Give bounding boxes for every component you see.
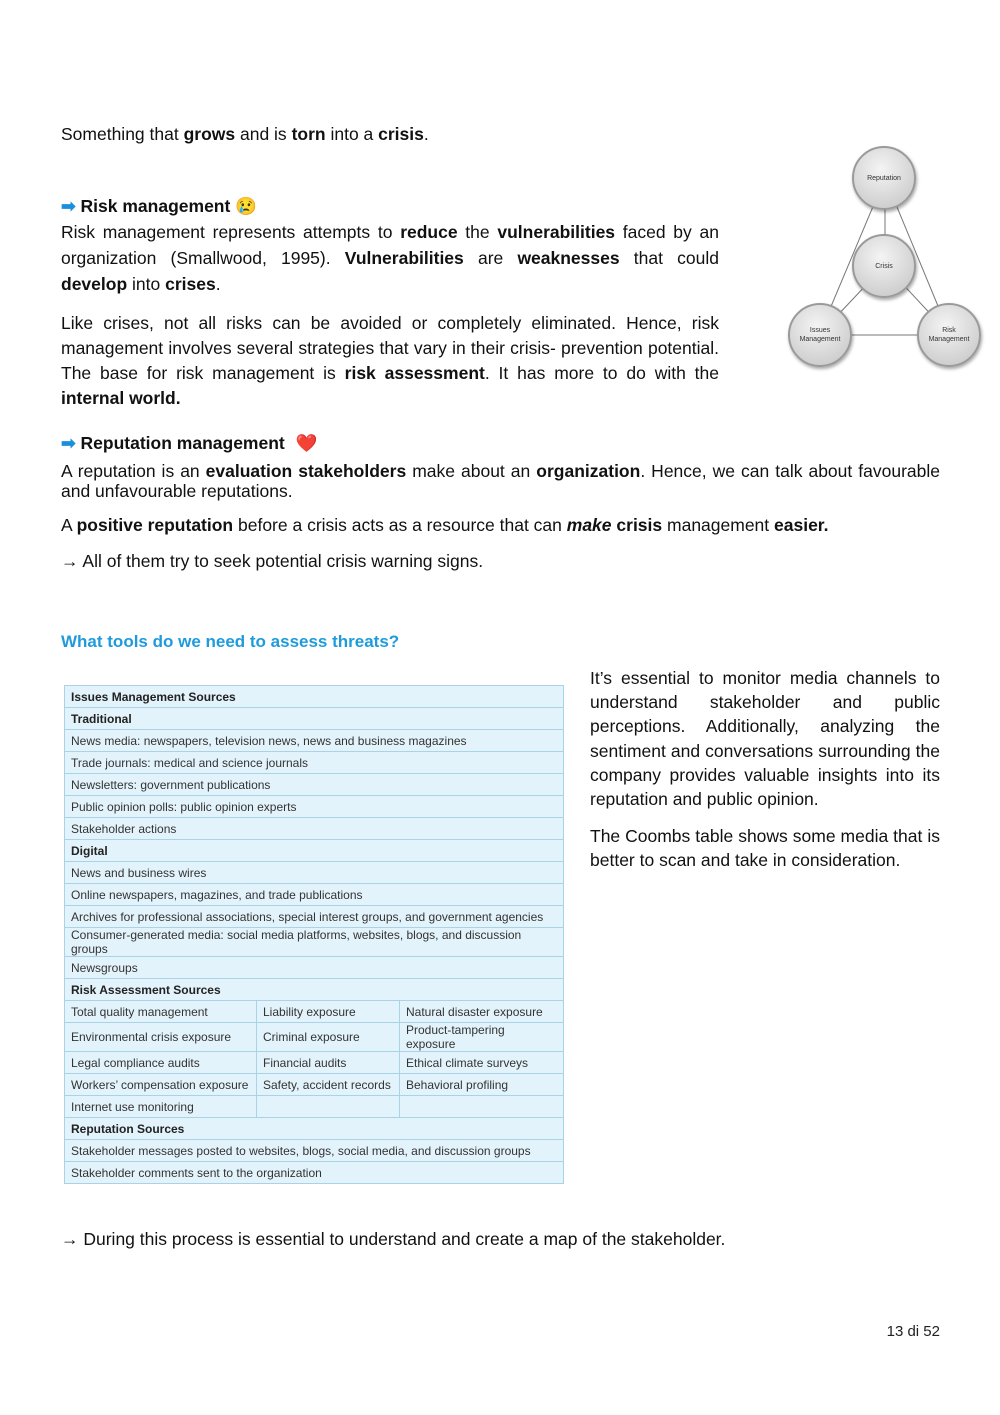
bold-text: weaknesses (517, 248, 620, 268)
table-row: News and business wires (65, 862, 564, 884)
text: into (127, 274, 166, 294)
heart-icon: ❤️ (295, 433, 318, 453)
table-row: Online newspapers, magazines, and trade publications (65, 884, 564, 906)
reputation-heading-text: Reputation management (80, 433, 285, 453)
table-cell: Criminal exposure (257, 1023, 400, 1052)
reputation-paragraph-2 (61, 515, 940, 536)
reputation-heading (61, 433, 317, 454)
tools-paragraph-1: It’s essential to monitor media channels to understand stakeholder and public perceptions. Additionally, analyzing the sentiment and conversations surrounding the company provides valuable insights into its reputation and public opinion. (590, 668, 940, 810)
intro-text: Something that (61, 124, 184, 144)
table-header-risk: Risk Assessment Sources (65, 979, 564, 1001)
intro-bold-crisis: crisis (378, 124, 424, 144)
text: Risk management represents attempts to (61, 222, 401, 242)
table-cell: Financial audits (257, 1052, 400, 1074)
text: . (215, 274, 221, 294)
text: are (463, 248, 518, 268)
table-cell (400, 1096, 564, 1118)
node-label: Issues Management (799, 327, 841, 343)
crying-face-icon: 😢 (235, 196, 257, 216)
risk-management-node (917, 303, 981, 367)
intro-text: and is (235, 124, 292, 144)
risk-paragraph-1 (61, 219, 719, 297)
table-row: Consumer-generated media: social media platforms, websites, blogs, and discussion groups (65, 928, 564, 957)
table-cell: Behavioral profiling (400, 1074, 564, 1096)
table-row: Stakeholder actions (65, 818, 564, 840)
table-cell: Natural disaster exposure (400, 1001, 564, 1023)
text: . Hence, we can talk about favourable and unfavourable reputations. (61, 461, 940, 501)
coombs-sources-table (64, 685, 564, 1184)
bold-italic-text: make (566, 515, 612, 535)
intro-line (61, 124, 429, 145)
table-cell: Legal compliance audits (65, 1052, 257, 1074)
crisis-node (852, 234, 916, 298)
bold-text: internal world. (61, 388, 181, 408)
node-label: Reputation (867, 174, 901, 182)
table-row: Trade journals: medical and science journals (65, 752, 564, 774)
crisis-triangle-diagram (785, 145, 985, 375)
table-cell: Ethical climate surveys (400, 1052, 564, 1074)
table-cell: Internet use monitoring (65, 1096, 257, 1118)
risk-heading-text: Risk management (80, 196, 231, 216)
intro-bold-grows: grows (183, 124, 236, 144)
table-row: Archives for professional associations, special interest groups, and government agencies (65, 906, 564, 928)
table-subheader-digital: Digital (65, 840, 564, 862)
text: faced by an organization (Smallwood, 1995). (61, 222, 719, 268)
intro-text: . (423, 124, 429, 144)
table-cell: Product-tampering exposure (400, 1023, 564, 1052)
table-cell: Liability exposure (257, 1001, 400, 1023)
node-label: Crisis (875, 262, 893, 270)
bold-text: develop (61, 274, 128, 294)
arrow-right-icon: ➡ (61, 433, 76, 453)
text: that could (619, 248, 719, 268)
table-row: Stakeholder messages posted to websites, blogs, social media, and discussion groups (65, 1140, 564, 1162)
bold-text: crises (165, 274, 216, 294)
bold-text: risk assessment (344, 363, 485, 383)
page-number: 13 di 52 (886, 1323, 940, 1340)
table-cell: Environmental crisis exposure (65, 1023, 257, 1052)
bold-text: evaluation stakeholders (205, 461, 407, 481)
bold-text: organization (536, 461, 641, 481)
table-header-reputation: Reputation Sources (65, 1118, 564, 1140)
bold-text: positive reputation (76, 515, 234, 535)
text: management (662, 515, 775, 535)
table-cell: Total quality management (65, 1001, 257, 1023)
table-cell (257, 1096, 400, 1118)
reputation-paragraph-1 (61, 461, 940, 501)
issues-management-node (788, 303, 852, 367)
table-row: Public opinion polls: public opinion experts (65, 796, 564, 818)
table-row: News media: newspapers, television news, news and business magazines (65, 730, 564, 752)
reputation-node (852, 146, 916, 210)
text: make about an (406, 461, 537, 481)
bold-text: crisis (616, 515, 663, 535)
bold-text: vulnerabilities (497, 222, 616, 242)
intro-text: into a (325, 124, 379, 144)
arrow-right-icon: ➡ (61, 196, 76, 216)
text: . It has more to do with the (484, 363, 719, 383)
table-header-issues: Issues Management Sources (65, 686, 564, 708)
risk-paragraph-2 (61, 311, 719, 411)
tools-question-title: What tools do we need to assess threats? (61, 632, 400, 651)
text: before a crisis acts as a resource that can (233, 515, 567, 535)
node-label: Risk Management (928, 327, 970, 343)
table-row: Newsletters: government publications (65, 774, 564, 796)
text: A reputation is an (61, 461, 206, 481)
table-row: Stakeholder comments sent to the organization (65, 1162, 564, 1184)
risk-heading (61, 196, 257, 217)
tools-paragraph-2: The Coombs table shows some media that is better to scan and take in consideration. (590, 826, 940, 871)
text: A (61, 515, 77, 535)
bold-text: easier. (774, 515, 829, 535)
bold-text: Vulnerabilities (344, 248, 464, 268)
text: the (457, 222, 498, 242)
table-row: Newsgroups (65, 957, 564, 979)
intro-bold-torn: torn (291, 124, 326, 144)
reputation-paragraph-3: → All of them try to seek potential crisis warning signs. (61, 551, 484, 571)
footer-note: → During this process is essential to understand and create a map of the stakeholder. (61, 1229, 726, 1249)
text: Like crises, not all risks can be avoided or completely eliminated. Hence, risk management involves several strategies that vary in their crisis- prevention potential. The base for risk management is (61, 313, 719, 383)
table-subheader-traditional: Traditional (65, 708, 564, 730)
table-cell: Safety, accident records (257, 1074, 400, 1096)
table-cell: Workers’ compensation exposure (65, 1074, 257, 1096)
bold-text: reduce (400, 222, 458, 242)
